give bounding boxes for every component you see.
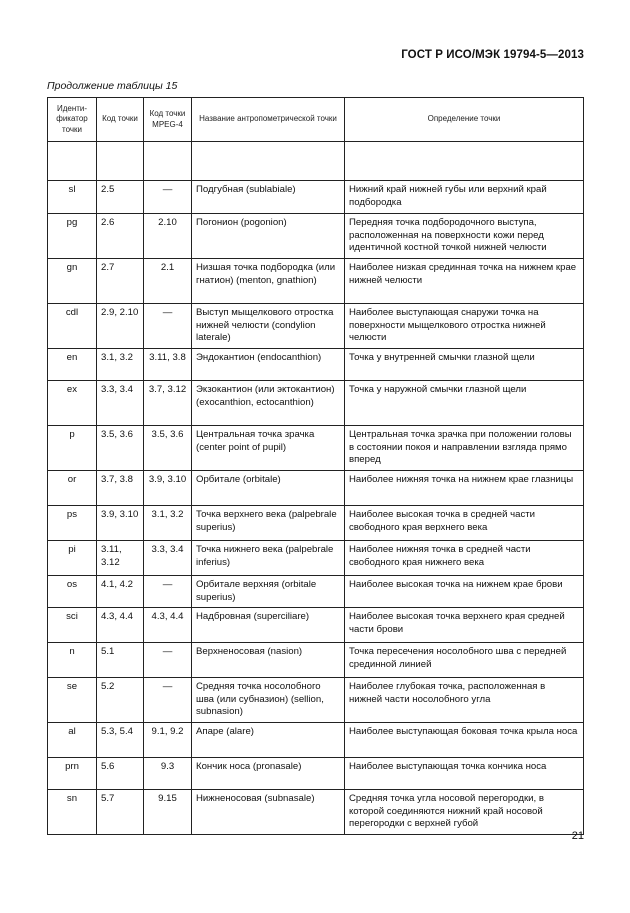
cell-point-code: 3.7, 3.8 bbox=[97, 471, 144, 506]
cell-mpeg-code: — bbox=[144, 304, 192, 349]
table-header-row bbox=[48, 98, 584, 142]
table-row bbox=[48, 506, 584, 541]
cell-point-name: Кончик носа (pronasale) bbox=[192, 758, 345, 790]
cell-point-id: se bbox=[48, 678, 97, 723]
cell-point-code: 3.5, 3.6 bbox=[97, 426, 144, 471]
cell-point-code: 4.3, 4.4 bbox=[97, 608, 144, 643]
cell-point-definition: Точка пересечения носолобного шва с передней срединной линией bbox=[345, 643, 584, 678]
col-header-mpeg: Код точки MPEG-4 bbox=[144, 98, 192, 142]
cell-point-definition: Наиболее высокая точка на нижнем крае брови bbox=[345, 576, 584, 608]
cell-mpeg-code: 3.1, 3.2 bbox=[144, 506, 192, 541]
cell-point-code: 2.6 bbox=[97, 214, 144, 259]
table-row bbox=[48, 381, 584, 426]
cell-mpeg-code: 2.1 bbox=[144, 259, 192, 304]
cell-point-name: Выступ мыщелкового отростка нижней челюсти (condylion laterale) bbox=[192, 304, 345, 349]
col-header-id: Иденти-фикатор точки bbox=[48, 98, 97, 142]
cell-point-name: Экзокантион (или эктокантион) (exocanthion, ectocanthion) bbox=[192, 381, 345, 426]
cell-point-code: 2.7 bbox=[97, 259, 144, 304]
cell-point-code: 4.1, 4.2 bbox=[97, 576, 144, 608]
document-standard-header: ГОСТ Р ИСО/МЭК 19794-5—2013 bbox=[401, 49, 584, 61]
cell-point-name: Погонион (pogonion) bbox=[192, 214, 345, 259]
cell-point-definition: Средняя точка угла носовой перегородки, в которой соединяются нижний край носовой перегородки с верхней губой bbox=[345, 790, 584, 835]
table-row bbox=[48, 758, 584, 790]
table-caption: Продолжение таблицы 15 bbox=[47, 80, 178, 92]
anthropometric-points-table bbox=[47, 97, 584, 835]
cell-mpeg-code: 2.10 bbox=[144, 214, 192, 259]
cell-point-name: Орбитале (orbitale) bbox=[192, 471, 345, 506]
cell-point-id: gn bbox=[48, 259, 97, 304]
cell-point-definition: Нижний край нижней губы или верхний край подбородка bbox=[345, 181, 584, 214]
table-row bbox=[48, 790, 584, 835]
table-row bbox=[48, 349, 584, 381]
cell-point-name: Апаре (alare) bbox=[192, 723, 345, 758]
cell-point-name: Надбровная (superciliare) bbox=[192, 608, 345, 643]
cell-point-code: 5.6 bbox=[97, 758, 144, 790]
cell-point-name: Подгубная (sublabiale) bbox=[192, 181, 345, 214]
cell-point-name: Нижненосовая (subnasale) bbox=[192, 790, 345, 835]
cell-point-id: pg bbox=[48, 214, 97, 259]
cell-point-definition: Точка у внутренней смычки глазной щели bbox=[345, 349, 584, 381]
cell-point-definition: Наиболее нижняя точка в средней части свободного края нижнего века bbox=[345, 541, 584, 576]
cell-point-id: ex bbox=[48, 381, 97, 426]
cell-point-id: al bbox=[48, 723, 97, 758]
table-row bbox=[48, 608, 584, 643]
cell-point-definition: Наиболее выступающая снаружи точка на поверхности мыщелкового отростка нижней челюсти bbox=[345, 304, 584, 349]
cell-mpeg-code: 3.3, 3.4 bbox=[144, 541, 192, 576]
cell-point-id: cdl bbox=[48, 304, 97, 349]
cell-point-id: en bbox=[48, 349, 97, 381]
cell-mpeg-code: 9.3 bbox=[144, 758, 192, 790]
table-row bbox=[48, 643, 584, 678]
cell-point-code: 2.9, 2.10 bbox=[97, 304, 144, 349]
cell-point-id: p bbox=[48, 426, 97, 471]
cell-point-definition: Наиболее выступающая точка кончика носа bbox=[345, 758, 584, 790]
cell-point-id: ps bbox=[48, 506, 97, 541]
table-row bbox=[48, 576, 584, 608]
cell-point-definition: Наиболее высокая точка верхнего края средней части брови bbox=[345, 608, 584, 643]
cell-mpeg-code: 9.15 bbox=[144, 790, 192, 835]
cell-point-code: 5.1 bbox=[97, 643, 144, 678]
cell-point-name: Средняя точка носолобного шва (или субназион) (sellion, subnasion) bbox=[192, 678, 345, 723]
page-number: 21 bbox=[571, 830, 584, 842]
table-row bbox=[48, 181, 584, 214]
cell-point-name: Эндокантион (endocanthion) bbox=[192, 349, 345, 381]
table-row bbox=[48, 678, 584, 723]
cell-point-id: or bbox=[48, 471, 97, 506]
cell-point-definition: Наиболее выступающая боковая точка крыла носа bbox=[345, 723, 584, 758]
table-row bbox=[48, 426, 584, 471]
cell-point-code: 3.11, 3.12 bbox=[97, 541, 144, 576]
cell-point-name: Низшая точка подбородка (или гнатион) (menton, gnathion) bbox=[192, 259, 345, 304]
cell-mpeg-code: 3.11, 3.8 bbox=[144, 349, 192, 381]
cell-point-id: sl bbox=[48, 181, 97, 214]
cell-point-definition: Передняя точка подбородочного выступа, расположенная на поверхности кожи перед идентичной костной точкой нижней челюсти bbox=[345, 214, 584, 259]
cell-point-id: n bbox=[48, 643, 97, 678]
cell-point-definition: Наиболее низкая срединная точка на нижнем крае нижней челюсти bbox=[345, 259, 584, 304]
cell-point-id: sn bbox=[48, 790, 97, 835]
cell-point-definition: Наиболее нижняя точка на нижнем крае глазницы bbox=[345, 471, 584, 506]
cell-point-name: Орбитале верхняя (orbitale superius) bbox=[192, 576, 345, 608]
cell-point-definition: Наиболее высокая точка в средней части свободного края верхнего века bbox=[345, 506, 584, 541]
cell-mpeg-code: 3.7, 3.12 bbox=[144, 381, 192, 426]
cell-mpeg-code: — bbox=[144, 678, 192, 723]
cell-mpeg-code: — bbox=[144, 576, 192, 608]
cell-mpeg-code: 3.9, 3.10 bbox=[144, 471, 192, 506]
table-row bbox=[48, 214, 584, 259]
cell-mpeg-code: — bbox=[144, 643, 192, 678]
table-row bbox=[48, 723, 584, 758]
table-row bbox=[48, 541, 584, 576]
col-header-name: Название антропометрической точки bbox=[192, 98, 345, 142]
cell-point-id: os bbox=[48, 576, 97, 608]
table-body bbox=[48, 142, 584, 835]
cell-mpeg-code: — bbox=[144, 181, 192, 214]
cell-point-code: 2.5 bbox=[97, 181, 144, 214]
table-spacer-row bbox=[48, 142, 584, 181]
cell-point-id: sci bbox=[48, 608, 97, 643]
table-row bbox=[48, 259, 584, 304]
cell-point-id: pi bbox=[48, 541, 97, 576]
cell-point-code: 3.3, 3.4 bbox=[97, 381, 144, 426]
cell-point-code: 5.3, 5.4 bbox=[97, 723, 144, 758]
table-row bbox=[48, 304, 584, 349]
table-row bbox=[48, 471, 584, 506]
cell-mpeg-code: 3.5, 3.6 bbox=[144, 426, 192, 471]
cell-point-code: 3.9, 3.10 bbox=[97, 506, 144, 541]
cell-point-code: 5.2 bbox=[97, 678, 144, 723]
cell-point-definition: Центральная точка зрачка при положении головы в состоянии покоя и направлении взгляда прямо вперед bbox=[345, 426, 584, 471]
cell-point-definition: Точка у наружной смычки глазной щели bbox=[345, 381, 584, 426]
cell-point-name: Точка верхнего века (palpebrale superius) bbox=[192, 506, 345, 541]
col-header-definition: Определение точки bbox=[345, 98, 584, 142]
cell-point-definition: Наиболее глубокая точка, расположенная в нижней части носолобного угла bbox=[345, 678, 584, 723]
cell-point-code: 3.1, 3.2 bbox=[97, 349, 144, 381]
cell-point-id: prn bbox=[48, 758, 97, 790]
cell-point-code: 5.7 bbox=[97, 790, 144, 835]
cell-point-name: Верхненосовая (nasion) bbox=[192, 643, 345, 678]
col-header-code: Код точки bbox=[97, 98, 144, 142]
cell-mpeg-code: 4.3, 4.4 bbox=[144, 608, 192, 643]
cell-point-name: Точка нижнего века (palpebrale inferius) bbox=[192, 541, 345, 576]
cell-point-name: Центральная точка зрачка (center point of pupil) bbox=[192, 426, 345, 471]
cell-mpeg-code: 9.1, 9.2 bbox=[144, 723, 192, 758]
